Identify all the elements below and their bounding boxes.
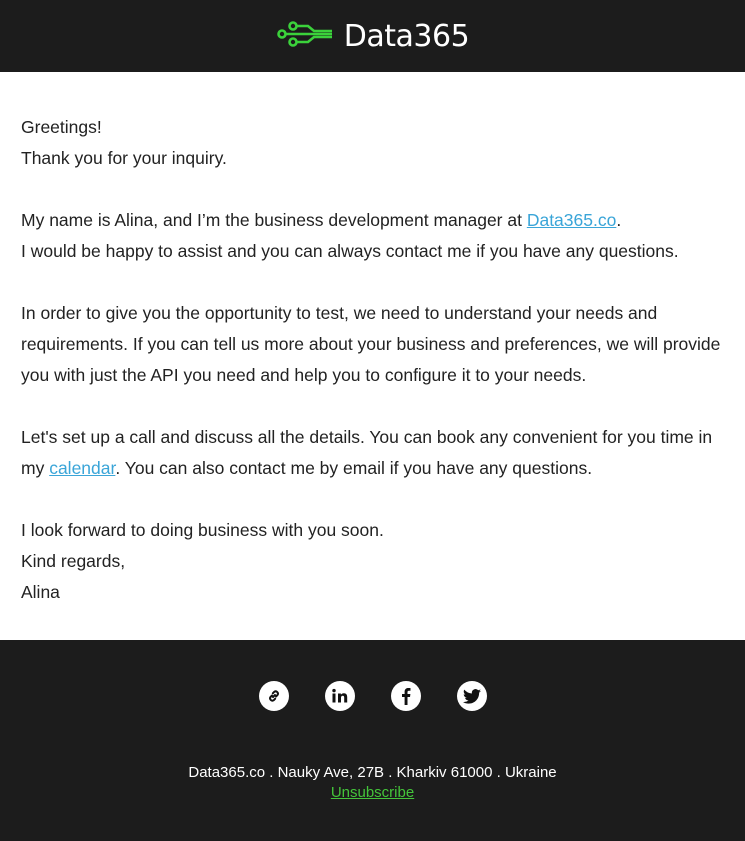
linkedin-icon <box>331 688 349 704</box>
twitter-button[interactable] <box>457 681 487 711</box>
calendar-link[interactable]: calendar <box>49 458 116 478</box>
call-text: Let's set up a call and discuss all the details. You can book any convenient for you time in my <box>21 427 713 478</box>
unsubscribe-link[interactable]: Unsubscribe <box>330 784 415 801</box>
website-link-button[interactable] <box>259 681 289 711</box>
greeting-block <box>21 112 724 174</box>
email-footer <box>0 640 745 841</box>
thanks-line: Thank you for your inquiry. <box>21 148 227 168</box>
link-icon <box>266 688 282 704</box>
facebook-button[interactable] <box>391 681 421 711</box>
brand-logo[interactable] <box>276 19 469 54</box>
data365-link[interactable]: Data365.co <box>526 210 617 230</box>
intro-period: . <box>616 210 622 230</box>
twitter-icon <box>463 689 481 704</box>
brand-name: Data365 <box>343 18 470 54</box>
closing-line: I look forward to doing business with you soon. <box>21 520 384 540</box>
intro-block <box>21 205 724 267</box>
needs-paragraph: In order to give you the opportunity to test, we need to understand your needs and requirements. If you can tell us more about your business and preferences, we will provide you with just the API you need and help you to configure it to your needs. <box>21 303 721 385</box>
circuit-logo-icon <box>276 21 334 52</box>
call-text-end: . You can also contact me by email if you have any questions. <box>115 458 593 478</box>
call-paragraph <box>21 422 724 484</box>
assist-line: I would be happy to assist and you can always contact me if you have any questions. <box>21 241 679 261</box>
social-links <box>0 640 745 711</box>
email-body <box>0 72 745 640</box>
company-address: Data365.co . Nauky Ave, 27B . Kharkiv 61000 . Ukraine <box>188 764 557 781</box>
linkedin-button[interactable] <box>325 681 355 711</box>
facebook-icon <box>401 687 411 705</box>
intro-text: My name is Alina, and I’m the business development manager at <box>21 210 527 230</box>
greeting: Greetings! <box>21 117 102 137</box>
regards-line: Kind regards, <box>21 551 126 571</box>
closing-block <box>21 515 724 608</box>
email-header <box>0 0 745 72</box>
signature: Alina <box>21 582 60 602</box>
